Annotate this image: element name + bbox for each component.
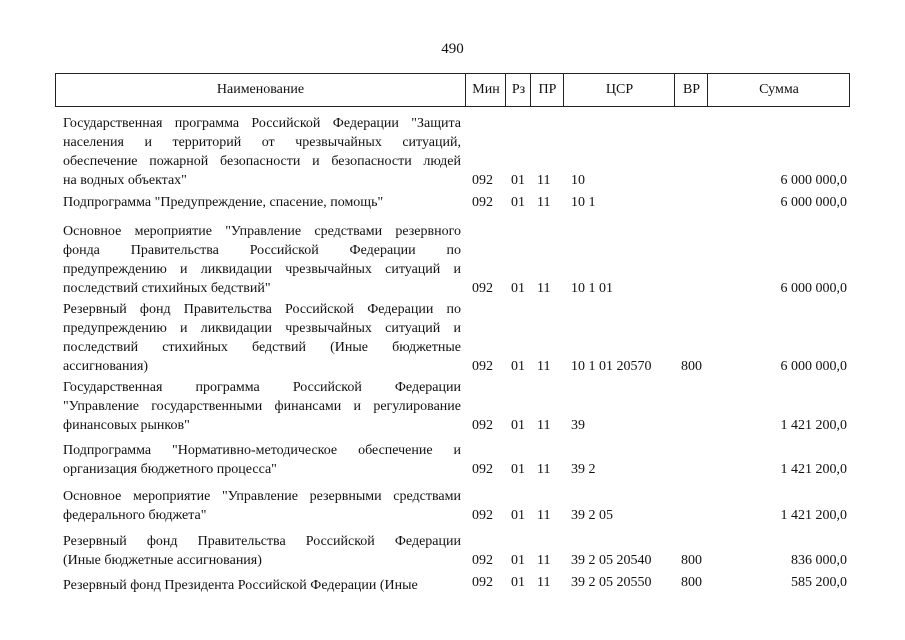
table-header bbox=[55, 73, 850, 107]
row-name bbox=[63, 532, 461, 570]
row-pr: 11 bbox=[537, 195, 551, 210]
row-pr: 11 bbox=[537, 462, 551, 477]
row-min: 092 bbox=[472, 173, 493, 188]
header-vr: ВР bbox=[674, 74, 708, 106]
row-rz: 01 bbox=[511, 418, 525, 433]
row-name-line: последствий стихийных бедствий (Иные бюджетные bbox=[63, 340, 461, 355]
row-rz: 01 bbox=[511, 508, 525, 523]
row-name bbox=[63, 300, 461, 376]
header-rz: Рз bbox=[505, 74, 531, 106]
row-name-line: финансовых рынков" bbox=[63, 418, 190, 433]
row-name-line: ассигнования) bbox=[63, 359, 149, 374]
row-sum: 6 000 000,0 bbox=[780, 359, 847, 374]
row-pr: 11 bbox=[537, 359, 551, 374]
row-pr: 11 bbox=[537, 173, 551, 188]
row-pr: 11 bbox=[537, 553, 551, 568]
row-name bbox=[63, 193, 461, 212]
row-vr: 800 bbox=[681, 359, 702, 374]
row-pr: 11 bbox=[537, 418, 551, 433]
row-min: 092 bbox=[472, 418, 493, 433]
row-name-line: Государственная программа Российской Федерации bbox=[63, 380, 461, 395]
row-name-line: на водных объектах" bbox=[63, 173, 187, 188]
row-name-line: Резервный фонд Правительства Российской Федерации по bbox=[63, 302, 461, 317]
row-csr: 39 bbox=[571, 418, 585, 433]
row-name-line: "Управление государственными финансами и регулирование bbox=[63, 399, 461, 414]
row-pr: 11 bbox=[537, 508, 551, 523]
row-name-line: фонда Правительства Российской Федерации по bbox=[63, 243, 461, 258]
row-name-line: (Иные бюджетные ассигнования) bbox=[63, 553, 262, 568]
row-csr: 10 1 bbox=[571, 195, 596, 210]
row-rz: 01 bbox=[511, 359, 525, 374]
row-sum: 6 000 000,0 bbox=[780, 195, 847, 210]
row-name-line: Основное мероприятие "Управление резервными средствами bbox=[63, 489, 461, 504]
row-csr: 39 2 bbox=[571, 462, 596, 477]
row-rz: 01 bbox=[511, 575, 525, 590]
row-sum: 6 000 000,0 bbox=[780, 173, 847, 188]
row-csr: 10 1 01 20570 bbox=[571, 359, 652, 374]
row-min: 092 bbox=[472, 553, 493, 568]
row-name-line: предупреждению и ликвидации чрезвычайных ситуаций и bbox=[63, 262, 461, 277]
row-name-line: Резервный фонд Президента Российской Федерации (Иные bbox=[63, 578, 418, 593]
row-csr: 10 bbox=[571, 173, 585, 188]
row-vr: 800 bbox=[681, 575, 702, 590]
row-rz: 01 bbox=[511, 195, 525, 210]
header-sum: Сумма bbox=[707, 74, 850, 106]
row-name bbox=[63, 222, 461, 298]
row-name bbox=[63, 576, 461, 595]
header-min: Мин bbox=[465, 74, 506, 106]
row-name-line: Резервный фонд Правительства Российской Федерации bbox=[63, 534, 461, 549]
row-min: 092 bbox=[472, 575, 493, 590]
row-name-line: Государственная программа Российской Федерации "Защита bbox=[63, 116, 461, 131]
row-sum: 1 421 200,0 bbox=[780, 418, 847, 433]
row-rz: 01 bbox=[511, 173, 525, 188]
row-name bbox=[63, 441, 461, 479]
row-vr: 800 bbox=[681, 553, 702, 568]
row-min: 092 bbox=[472, 195, 493, 210]
row-csr: 39 2 05 bbox=[571, 508, 613, 523]
row-sum: 836 000,0 bbox=[791, 553, 847, 568]
row-csr: 39 2 05 20550 bbox=[571, 575, 652, 590]
row-name-line: организация бюджетного процесса" bbox=[63, 462, 277, 477]
row-min: 092 bbox=[472, 281, 493, 296]
row-name-line: предупреждению и ликвидации чрезвычайных ситуаций и bbox=[63, 321, 461, 336]
row-sum: 1 421 200,0 bbox=[780, 508, 847, 523]
page-number: 490 bbox=[441, 41, 464, 57]
row-rz: 01 bbox=[511, 281, 525, 296]
row-name-line: обеспечение пожарной безопасности и безопасности людей bbox=[63, 154, 461, 169]
row-min: 092 bbox=[472, 462, 493, 477]
header-csr: ЦСР bbox=[563, 74, 675, 106]
row-min: 092 bbox=[472, 508, 493, 523]
row-csr: 10 1 01 bbox=[571, 281, 613, 296]
row-sum: 6 000 000,0 bbox=[780, 281, 847, 296]
row-name-line: федерального бюджета" bbox=[63, 508, 207, 523]
row-name bbox=[63, 487, 461, 525]
row-sum: 1 421 200,0 bbox=[780, 462, 847, 477]
row-name-line: населения и территорий от чрезвычайных ситуаций, bbox=[63, 135, 461, 150]
row-name-line: Подпрограмма "Предупреждение, спасение, помощь" bbox=[63, 195, 384, 210]
row-name-line: последствий стихийных бедствий" bbox=[63, 281, 271, 296]
header-pr: ПР bbox=[530, 74, 564, 106]
row-pr: 11 bbox=[537, 281, 551, 296]
row-name bbox=[63, 378, 461, 435]
row-rz: 01 bbox=[511, 462, 525, 477]
row-sum: 585 200,0 bbox=[791, 575, 847, 590]
row-pr: 11 bbox=[537, 575, 551, 590]
row-name bbox=[63, 114, 461, 190]
row-rz: 01 bbox=[511, 553, 525, 568]
row-name-line: Подпрограмма "Нормативно-методическое обеспечение и bbox=[63, 443, 461, 458]
row-csr: 39 2 05 20540 bbox=[571, 553, 652, 568]
row-name-line: Основное мероприятие "Управление средствами резервного bbox=[63, 224, 461, 239]
header-name: Наименование bbox=[216, 82, 305, 97]
row-min: 092 bbox=[472, 359, 493, 374]
